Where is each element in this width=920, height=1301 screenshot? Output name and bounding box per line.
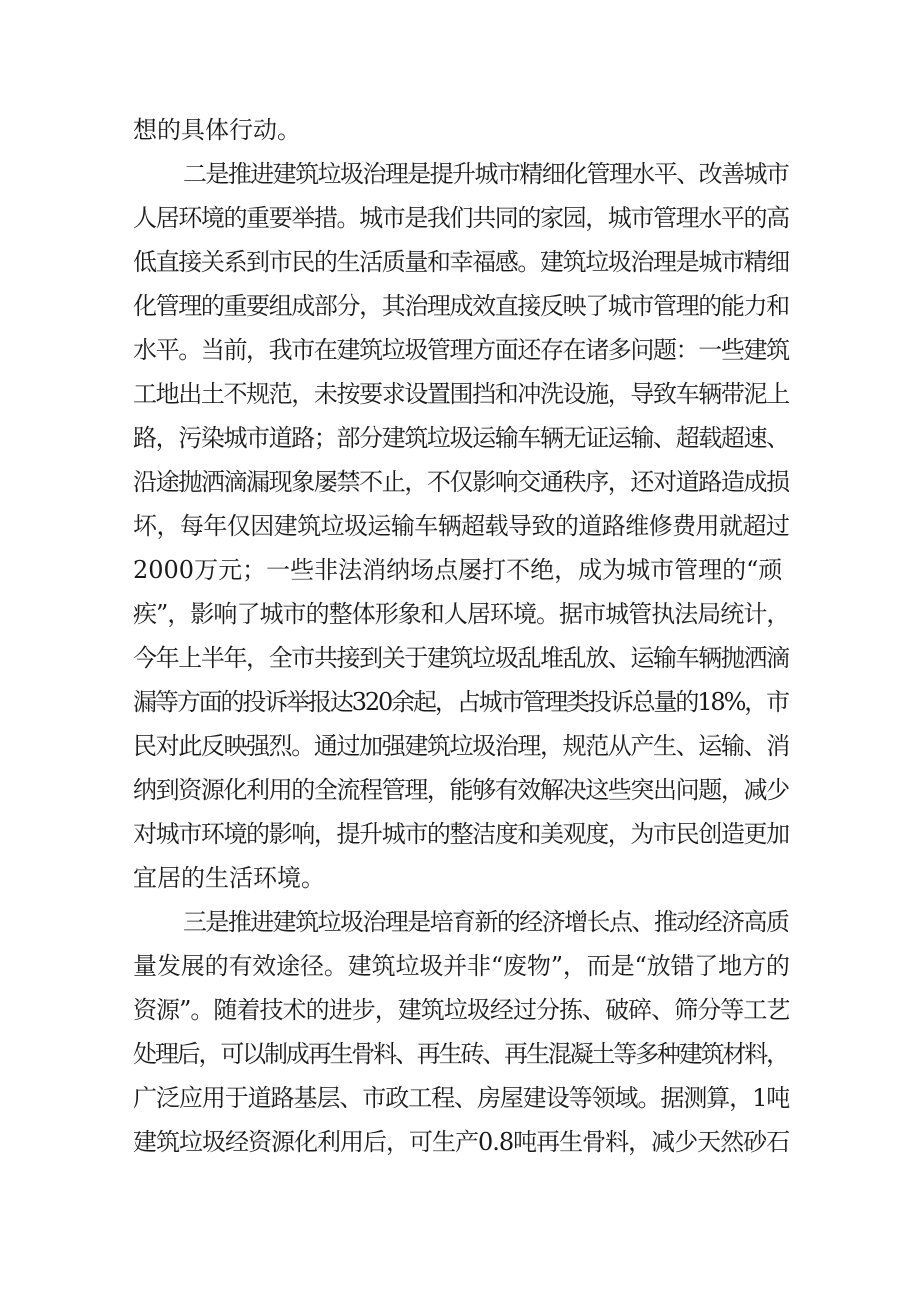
text-line: 民对此反映强烈。通过加强建筑垃圾治理，规范从产生、运输、消 bbox=[133, 732, 789, 760]
text-line: 工地出土不规范，未按要求设置围挡和冲洗设施，导致车辆带泥上 bbox=[133, 380, 789, 408]
text-line: 宜居的生活环境。 bbox=[133, 864, 325, 892]
text-line: 纳到资源化利用的全流程管理，能够有效解决这些突出问题，减少 bbox=[133, 776, 789, 804]
text-line: 建筑垃圾经资源化利用后，可生产0.8吨再生骨料，减少天然砂石 bbox=[133, 1128, 790, 1156]
text-line: 低直接关系到市民的生活质量和幸福感。建筑垃圾治理是城市精细 bbox=[133, 248, 789, 276]
text-line: 处理后，可以制成再生骨料、再生砖、再生混凝土等多种建筑材料， bbox=[133, 1040, 788, 1068]
text-line: 水平。当前，我市在建筑垃圾管理方面还存在诸多问题：一些建筑 bbox=[133, 336, 789, 364]
text-line: 疾”，影响了城市的整体形象和人居环境。据市城管执法局统计， bbox=[133, 600, 790, 628]
text-line: 化管理的重要组成部分，其治理成效直接反映了城市管理的能力和 bbox=[133, 292, 789, 320]
text-line: 想的具体行动。 bbox=[133, 116, 301, 144]
text-line: 2000万元；一些非法消纳场点屡打不绝，成为城市管理的“顽 bbox=[133, 556, 783, 584]
text-line: 人居环境的重要举措。城市是我们共同的家园，城市管理水平的高 bbox=[133, 204, 789, 232]
text-line: 广泛应用于道路基层、市政工程、房屋建设等领域。据测算，1吨 bbox=[133, 1084, 790, 1112]
text-line: 资源”。随着技术的进步，建筑垃圾经过分拣、破碎、筛分等工艺 bbox=[133, 996, 790, 1024]
text-line: 路，污染城市道路；部分建筑垃圾运输车辆无证运输、超载超速、 bbox=[133, 424, 789, 452]
text-line: 量发展的有效途径。建筑垃圾并非“废物”，而是“放错了地方的 bbox=[133, 952, 790, 980]
paragraph-start-line: 三是推进建筑垃圾治理是培育新的经济增长点、推动经济高质 bbox=[183, 908, 789, 936]
text-line: 沿途抛洒滴漏现象屡禁不止，不仅影响交通秩序，还对道路造成损 bbox=[133, 468, 789, 496]
paragraph-start-line: 二是推进建筑垃圾治理是提升城市精细化管理水平、改善城市 bbox=[183, 160, 789, 188]
text-line: 对城市环境的影响，提升城市的整洁度和美观度，为市民创造更加 bbox=[133, 820, 789, 848]
text-line: 坏，每年仅因建筑垃圾运输车辆超载导致的道路维修费用就超过 bbox=[133, 512, 790, 540]
text-line: 今年上半年，全市共接到关于建筑垃圾乱堆乱放、运输车辆抛洒滴 bbox=[133, 644, 789, 672]
text-line: 漏等方面的投诉举报达320余起，占城市管理类投诉总量的18%，市 bbox=[133, 688, 788, 716]
